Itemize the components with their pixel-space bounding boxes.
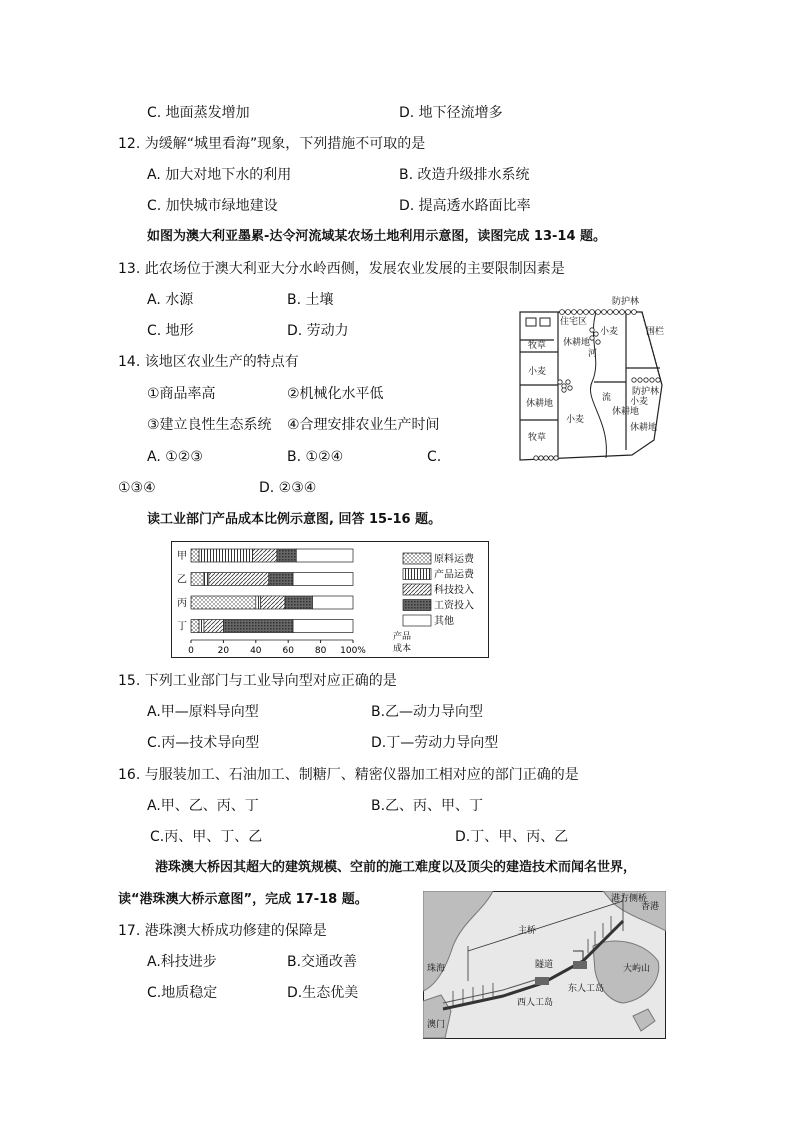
bar-乙-其他 <box>293 573 353 586</box>
legend-label-1: 产品运费 <box>434 569 474 581</box>
legend-label-2: 科技投入 <box>434 585 474 596</box>
q14-statement-3: ③建立良性生态系统 <box>147 417 272 433</box>
q15-option-d: D.丁—劳动力导向型 <box>371 735 499 751</box>
category-label-3: 丁 <box>177 621 187 633</box>
bar-丁-原料运费 <box>191 620 199 633</box>
label-residence: 住宅区 <box>560 317 588 327</box>
q16-stem: 16. 与服装加工、石油加工、制糖厂、精密仪器加工相对应的部门正确的是 <box>118 767 579 783</box>
label-tunnel: 隧道 <box>535 960 554 970</box>
bar-丙-其他 <box>313 596 354 609</box>
q13-option-c: C. 地形 <box>147 323 194 339</box>
q14-stem: 14. 该地区农业生产的特点有 <box>118 354 299 370</box>
legend-swatch-1 <box>403 569 431 580</box>
industry-cost-chart <box>171 541 489 658</box>
label-hongkong: 香港 <box>641 902 660 912</box>
label-windbreak-top: 防护林 <box>612 297 640 307</box>
x-tick-label: 100% <box>340 646 366 656</box>
label-fallow-4: 休耕地 <box>630 423 658 433</box>
q13-option-a: A. 水源 <box>147 292 194 308</box>
label-west-island: 西人工岛 <box>517 998 554 1008</box>
x-tick-label: 60 <box>282 646 294 656</box>
legend-label-0: 原料运费 <box>434 554 474 565</box>
q11-option-c: C. 地面蒸发增加 <box>147 105 250 121</box>
house-icon <box>526 318 536 326</box>
q14-statement-1: ①商品率高 <box>147 386 216 402</box>
label-fence: 围栏 <box>646 327 665 337</box>
q17-option-b: B.交通改善 <box>287 954 358 970</box>
x-tick-label: 0 <box>188 646 194 656</box>
q13-option-d: D. 劳动力 <box>287 323 349 339</box>
west-artificial-island <box>535 977 549 985</box>
label-wheat-4: 小麦 <box>630 397 649 407</box>
bar-乙-科技投入 <box>209 573 269 586</box>
q15-option-a: A.甲—原料导向型 <box>147 704 259 720</box>
label-windbreak-right: 防护林 <box>632 387 660 397</box>
category-label-0: 甲 <box>177 551 187 562</box>
bar-甲-产品运费 <box>199 549 252 562</box>
bar-丙-科技投入 <box>261 596 285 609</box>
q14-option-d: D. ②③④ <box>259 480 317 496</box>
bar-丙-产品运费 <box>256 596 261 609</box>
q12-stem: 12. 为缓解“城里看海”现象，下列措施不可取的是 <box>118 136 426 152</box>
q15-option-c: C.丙—技术导向型 <box>147 735 260 751</box>
x-tick-label: 20 <box>217 646 230 656</box>
label-fallow-2: 休耕地 <box>526 399 554 409</box>
label-pasture-1: 牧草 <box>528 341 547 351</box>
q16-option-b: B.乙、丙、甲、丁 <box>371 798 484 814</box>
label-wheat-3: 小麦 <box>566 415 585 425</box>
farm-land-use-map <box>514 290 666 468</box>
q17-option-a: A.科技进步 <box>147 954 217 970</box>
q14-statement-2: ②机械化水平低 <box>287 386 384 402</box>
q11-option-d: D. 地下径流增多 <box>399 105 503 121</box>
bar-丙-原料运费 <box>191 596 256 609</box>
house-icon <box>540 318 550 326</box>
bar-丁-科技投入 <box>204 620 223 633</box>
bar-丁-产品运费 <box>199 620 204 633</box>
q16-option-a: A.甲、乙、丙、丁 <box>147 798 259 814</box>
intro-17-18-line1: 港珠澳大桥因其超大的建筑规模、空前的施工难度以及顶尖的建造技术而闻名世界， <box>155 860 637 875</box>
x-axis-label-line1: 产品 <box>393 632 412 642</box>
intro-15-16: 读工业部门产品成本比例示意图, 回答 15-16 题。 <box>147 512 442 527</box>
q15-option-b: B.乙—动力导向型 <box>371 704 484 720</box>
label-fallow-1: 休耕地 <box>563 338 591 348</box>
q15-stem: 15. 下列工业部门与工业导向型对应正确的是 <box>118 673 397 689</box>
x-tick-label: 40 <box>250 646 262 656</box>
q14-option-c: C. <box>427 449 442 465</box>
label-flow: 流 <box>602 393 612 403</box>
legend-label-4: 其他 <box>434 616 454 627</box>
hzmb-bridge-map <box>423 891 666 1039</box>
label-hk-side-bridge: 港方侧桥 <box>611 894 648 904</box>
label-wheat-2: 小麦 <box>528 367 547 377</box>
q12-option-a: A. 加大对地下水的利用 <box>147 167 292 183</box>
east-artificial-island <box>573 961 587 969</box>
legend-swatch-0 <box>403 553 431 564</box>
q13-option-b: B. 土壤 <box>287 292 334 308</box>
bar-丁-其他 <box>293 620 353 633</box>
windbreak-trees-right <box>632 378 660 382</box>
bar-丁-工资投入 <box>223 620 293 633</box>
label-main-bridge: 主桥 <box>518 926 537 936</box>
q16-option-d: D.丁、甲、丙、乙 <box>455 829 569 845</box>
category-label-2: 丙 <box>177 598 187 609</box>
category-label-1: 乙 <box>177 574 187 586</box>
label-zhuhai: 珠海 <box>427 964 446 974</box>
label-east-island: 东人工岛 <box>568 984 605 994</box>
legend-swatch-3 <box>403 600 431 611</box>
bar-甲-原料运费 <box>191 549 199 562</box>
bar-乙-工资投入 <box>269 573 293 586</box>
q12-option-d: D. 提高透水路面比率 <box>399 198 531 214</box>
q14-statement-4: ④合理安排农业生产时间 <box>287 417 440 433</box>
q17-stem: 17. 港珠澳大桥成功修建的保障是 <box>118 923 327 939</box>
q14-option-c-cont: ①③④ <box>118 480 156 496</box>
bar-甲-科技投入 <box>253 549 277 562</box>
intro-17-18-line2: 读“港珠澳大桥示意图”，完成 17-18 题。 <box>118 892 368 907</box>
label-fallow-3: 休耕地 <box>612 407 640 417</box>
q14-option-a: A. ①②③ <box>147 449 203 465</box>
q17-option-d: D.生态优美 <box>287 985 359 1001</box>
label-pasture-2: 牧草 <box>528 433 547 443</box>
intro-13-14: 如图为澳大利亚墨累-达令河流域某农场土地利用示意图，读图完成 13-14 题。 <box>147 229 607 244</box>
legend-label-3: 工资投入 <box>434 600 474 612</box>
q12-option-c: C. 加快城市绿地建设 <box>147 198 278 214</box>
q12-option-b: B. 改造升级排水系统 <box>399 167 530 183</box>
legend-swatch-2 <box>403 584 431 595</box>
q16-option-c: C.丙、甲、丁、乙 <box>150 829 263 845</box>
label-wheat-1: 小麦 <box>600 327 619 337</box>
bar-乙-产品运费 <box>204 573 209 586</box>
q13-stem: 13. 此农场位于澳大利亚大分水岭西侧，发展农业发展的主要限制因素是 <box>118 261 565 277</box>
bar-丙-工资投入 <box>285 596 313 609</box>
q14-option-b: B. ①②④ <box>287 449 344 465</box>
bar-乙-原料运费 <box>191 573 204 586</box>
x-axis-label-line2: 成本 <box>393 644 412 654</box>
x-tick-label: 80 <box>314 646 327 656</box>
label-river: 河 <box>588 349 598 359</box>
q17-option-c: C.地质稳定 <box>147 985 218 1001</box>
label-lantau: 大屿山 <box>623 964 651 974</box>
legend-swatch-4 <box>403 615 431 626</box>
bar-甲-工资投入 <box>277 549 296 562</box>
label-macau: 澳门 <box>427 1020 446 1030</box>
bar-甲-其他 <box>296 549 353 562</box>
windbreak-trees-bottom <box>534 456 558 460</box>
